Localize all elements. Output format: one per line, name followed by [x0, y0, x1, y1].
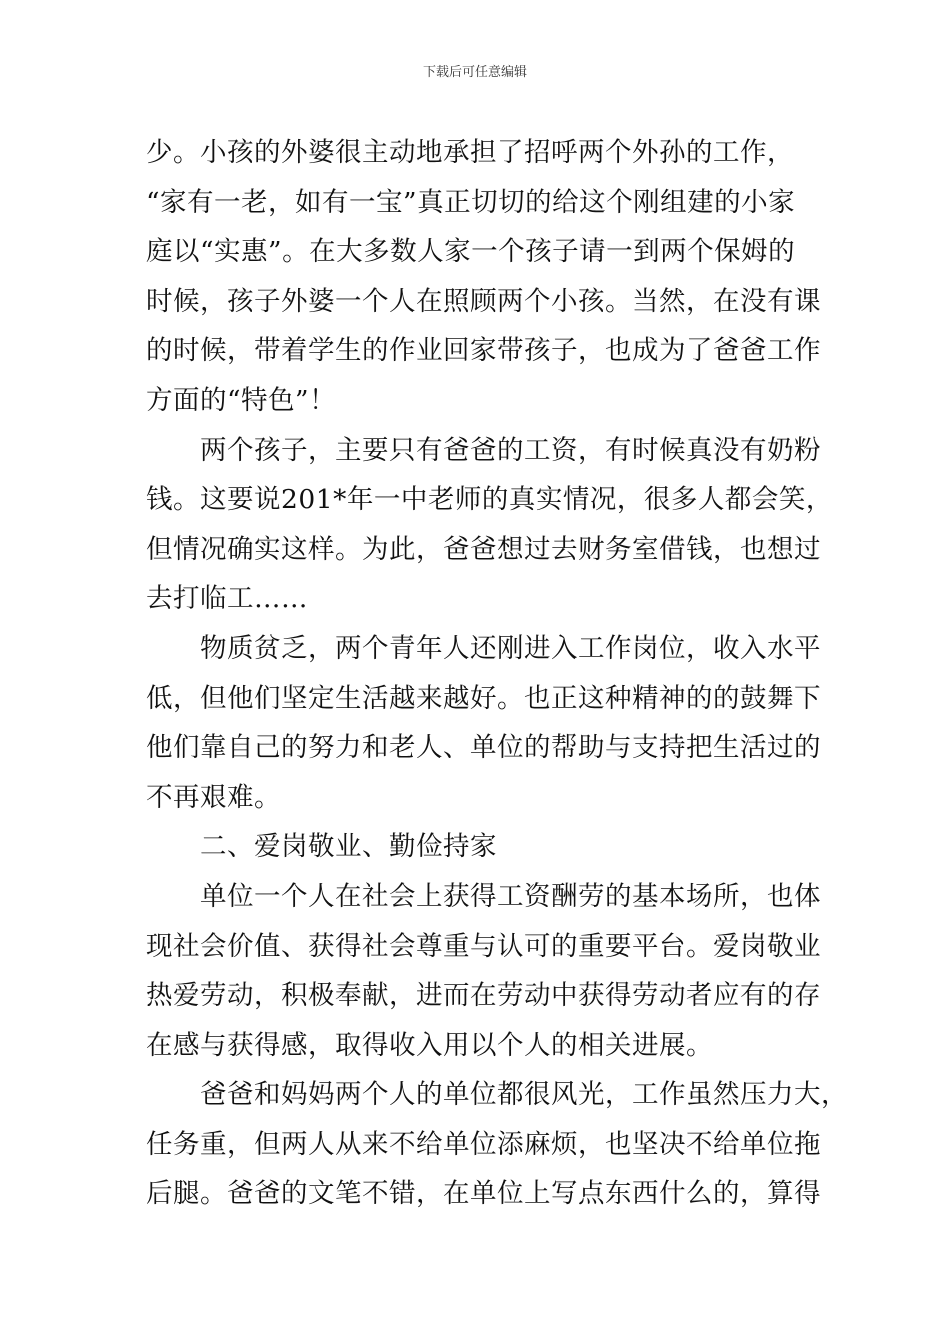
text-line: 热爱劳动，积极奉献，进而在劳动中获得劳动者应有的存 [146, 980, 821, 1012]
text-line: 少。小孩的外婆很主动地承担了招呼两个外孙的工作， [146, 137, 794, 168]
text-line: 的时候，带着学生的作业回家带孩子，也成为了爸爸工作 [146, 335, 821, 367]
section-heading: 二、爱岗敬业、勤俭持家 [200, 831, 497, 863]
text-line: 两个孩子，主要只有爸爸的工资，有时候真没有奶粉 [200, 434, 821, 466]
text-line: 后腿。爸爸的文笔不错，在单位上写点东西什么的，算得 [146, 1178, 821, 1210]
text-line: “家有一老，如有一宝”真正切切的给这个刚组建的小家 [146, 186, 796, 218]
text-line: 但情况确实这样。为此，爸爸想过去财务室借钱，也想过 [146, 533, 821, 565]
text-line: 钱。这要说201*年一中老师的真实情况，很多人都会笑， [146, 484, 833, 516]
page-header: 下载后可任意编辑 [422, 65, 527, 80]
text-line: 物质贫乏，两个青年人还刚进入工作岗位，收入水平 [200, 632, 821, 664]
text-line: 他们靠自己的努力和老人、单位的帮助与支持把生活过的 [146, 732, 821, 764]
text-line: 不再艰难。 [146, 781, 281, 813]
text-line: 庭以“实惠”。在大多数人家一个孩子请一到两个保姆的 [146, 236, 796, 268]
text-line: 时候，孩子外婆一个人在照顾两个小孩。当然，在没有课 [146, 285, 821, 317]
text-line: 现社会价值、获得社会尊重与认可的重要平台。爱岗敬业 [146, 930, 821, 962]
text-line: 低，但他们坚定生活越来越好。也正这种精神的的鼓舞下 [146, 682, 821, 714]
text-line: 去打临工…… [146, 583, 308, 615]
document-body [146, 128, 848, 1219]
text-line: 在感与获得感，取得收入用以个人的相关进展。 [146, 1029, 713, 1061]
text-line: 任务重，但两人从来不给单位添麻烦，也坚决不给单位拖 [146, 1128, 821, 1160]
text-line: 单位一个人在社会上获得工资酬劳的基本场所，也体 [200, 880, 821, 912]
text-line: 方面的“特色”！ [146, 384, 337, 416]
text-line: 爸爸和妈妈两个人的单位都很风光，工作虽然压力大， [200, 1079, 848, 1111]
